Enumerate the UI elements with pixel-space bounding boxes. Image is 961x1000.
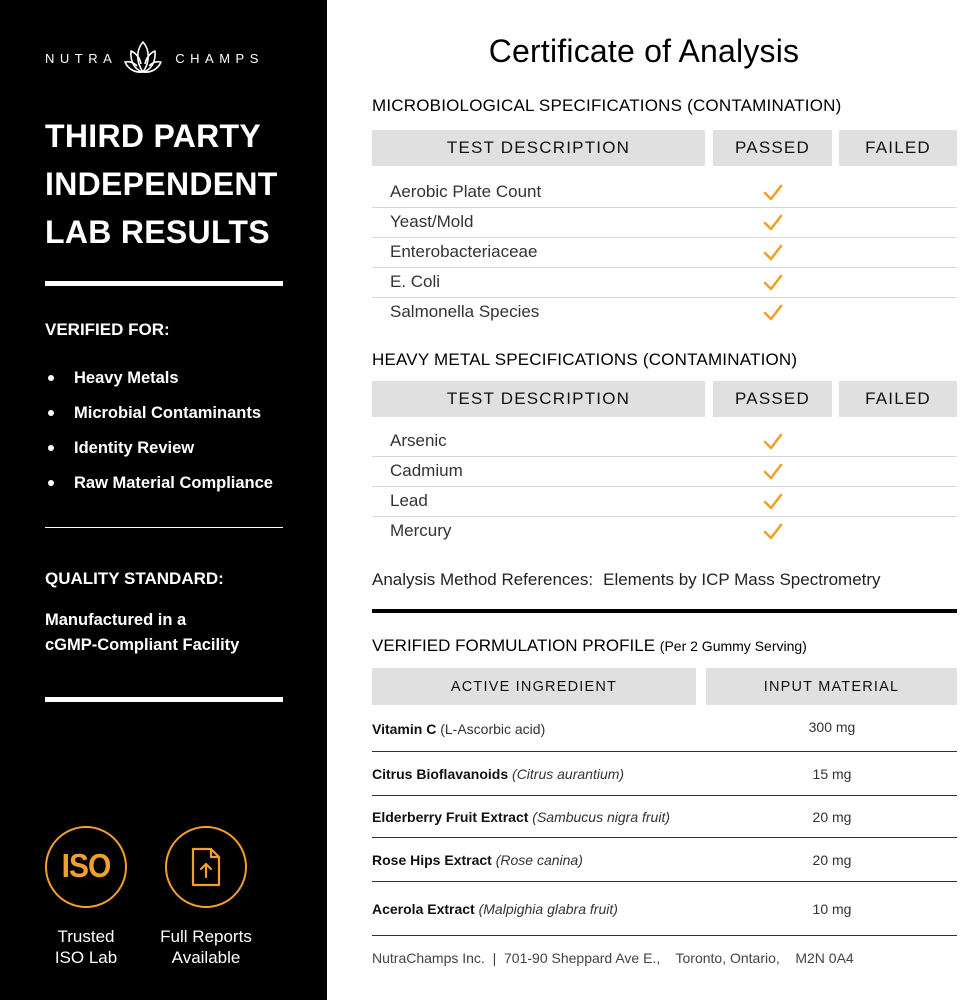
ingredient-detail: (Malpighia glabra fruit) <box>478 901 618 917</box>
list-item <box>45 465 273 500</box>
divider <box>45 527 283 528</box>
iso-icon: ISO <box>61 848 111 885</box>
bullet-icon <box>48 445 54 451</box>
ingredient-amount: 20 mg <box>812 852 852 868</box>
divider <box>372 609 957 613</box>
ingredient-amount: 300 mg <box>808 719 856 735</box>
brand-logo <box>45 38 264 78</box>
verified-list <box>45 360 273 500</box>
lotus-icon <box>123 38 163 78</box>
test-label: Aerobic Plate Count <box>390 182 542 201</box>
bullet-icon <box>48 410 54 416</box>
formulation-heading <box>372 636 807 656</box>
table-row <box>372 752 957 796</box>
formulation-col-ingredient: ACTIVE INGREDIENT <box>372 668 696 705</box>
ingredient-amount: 10 mg <box>812 901 852 917</box>
brand-right-word: CHAMPS <box>175 50 264 66</box>
quality-title: QUALITY STANDARD: <box>45 569 224 588</box>
micro-heading: MICROBIOLOGICAL SPECIFICATIONS (CONTAMINATION) <box>372 96 842 115</box>
ingredient-detail: (L-Ascorbic acid) <box>440 721 546 737</box>
ingredient-name: Citrus Bioflavanoids <box>372 766 509 782</box>
table-row <box>372 712 957 752</box>
table-row <box>372 208 957 238</box>
table-row <box>372 427 957 457</box>
table-row <box>372 238 957 268</box>
verified-title: VERIFIED FOR: <box>45 320 170 339</box>
ingredient-detail: (Sambucus nigra fruit) <box>532 809 670 825</box>
method-value: Elements by ICP Mass Spectrometry <box>603 570 881 589</box>
badge-label-line: Trusted <box>57 927 115 946</box>
list-item <box>45 430 273 465</box>
reports-badge-label <box>146 926 266 968</box>
bullet-icon <box>48 480 54 486</box>
footer-address: NutraChamps Inc. | 701-90 Sheppard Ave E., Toronto, Ontario, M2N 0A4 <box>372 950 854 966</box>
check-icon <box>762 491 784 513</box>
test-label: E. Coli <box>390 272 441 291</box>
ingredient-amount: 15 mg <box>812 766 852 782</box>
ingredient-label <box>372 766 624 782</box>
ingredient-detail: (Citrus aurantium) <box>512 766 625 782</box>
table-row <box>372 517 957 547</box>
ingredient-label <box>372 852 583 868</box>
headline-line: THIRD PARTY <box>45 118 262 154</box>
metals-col-desc: TEST DESCRIPTION <box>372 381 705 417</box>
check-icon <box>762 272 784 294</box>
table-row <box>372 796 957 838</box>
iso-badge <box>45 826 127 908</box>
check-icon <box>762 521 784 543</box>
method-references <box>372 570 881 590</box>
ingredient-label <box>372 901 618 917</box>
ingredient-name: Elderberry Fruit Extract <box>372 809 529 825</box>
check-icon <box>762 302 784 324</box>
table-row <box>372 298 957 328</box>
micro-col-passed: PASSED <box>713 130 832 166</box>
list-item-label: Heavy Metals <box>74 368 179 387</box>
metals-heading: HEAVY METAL SPECIFICATIONS (CONTAMINATION) <box>372 350 798 369</box>
ingredient-name: Vitamin C <box>372 721 437 737</box>
ingredient-detail: (Rose canina) <box>495 852 583 868</box>
micro-col-failed: FAILED <box>839 130 957 166</box>
test-label: Yeast/Mold <box>390 212 474 231</box>
ingredient-label <box>372 721 545 737</box>
quality-line: cGMP-Compliant Facility <box>45 636 240 654</box>
certificate <box>327 0 961 1000</box>
quality-text <box>45 608 305 658</box>
table-row <box>372 457 957 487</box>
list-item <box>45 360 273 395</box>
list-item-label: Identity Review <box>74 438 195 457</box>
check-icon <box>762 182 784 204</box>
check-icon <box>762 431 784 453</box>
sidebar-headline <box>45 112 305 256</box>
quality-line: Manufactured in a <box>45 611 187 629</box>
badge-label-line: ISO Lab <box>54 948 118 967</box>
formulation-title: VERIFIED FORMULATION PROFILE <box>372 636 656 655</box>
reports-badge <box>165 826 247 908</box>
table-row <box>372 487 957 517</box>
formulation-col-input: INPUT MATERIAL <box>706 668 957 705</box>
test-label: Enterobacteriaceae <box>390 242 538 261</box>
metals-col-failed: FAILED <box>839 381 957 417</box>
table-row <box>372 882 957 936</box>
sidebar <box>0 0 327 1000</box>
ingredient-name: Acerola Extract <box>372 901 475 917</box>
list-item-label: Microbial Contaminants <box>74 403 262 422</box>
test-label: Salmonella Species <box>390 302 540 321</box>
micro-col-desc: TEST DESCRIPTION <box>372 130 705 166</box>
test-label: Lead <box>390 491 428 510</box>
ingredient-amount: 20 mg <box>812 809 852 825</box>
badge-label-line: Full Reports <box>160 927 252 946</box>
check-icon <box>762 461 784 483</box>
brand-left-word: NUTRA <box>45 50 118 66</box>
page-title: Certificate of Analysis <box>488 33 800 69</box>
formulation-subtitle: (Per 2 Gummy Serving) <box>659 638 807 654</box>
divider <box>45 697 283 702</box>
test-label: Mercury <box>390 521 452 540</box>
table-row <box>372 838 957 882</box>
badge-label-line: Available <box>171 948 241 967</box>
table-row <box>372 178 957 208</box>
method-label: Analysis Method References: <box>372 570 594 589</box>
headline-line: INDEPENDENT <box>45 166 278 202</box>
check-icon <box>762 212 784 234</box>
divider <box>45 281 283 286</box>
ingredient-label <box>372 809 670 825</box>
headline-line: LAB RESULTS <box>45 214 270 250</box>
iso-badge-label <box>26 926 146 968</box>
ingredient-name: Rose Hips Extract <box>372 852 492 868</box>
list-item <box>45 395 273 430</box>
bullet-icon <box>48 375 54 381</box>
metals-col-passed: PASSED <box>713 381 832 417</box>
list-item-label: Raw Material Compliance <box>74 473 273 492</box>
test-label: Cadmium <box>390 461 463 480</box>
check-icon <box>762 242 784 264</box>
test-label: Arsenic <box>390 431 447 450</box>
document-upload-icon <box>189 847 223 887</box>
table-row <box>372 268 957 298</box>
